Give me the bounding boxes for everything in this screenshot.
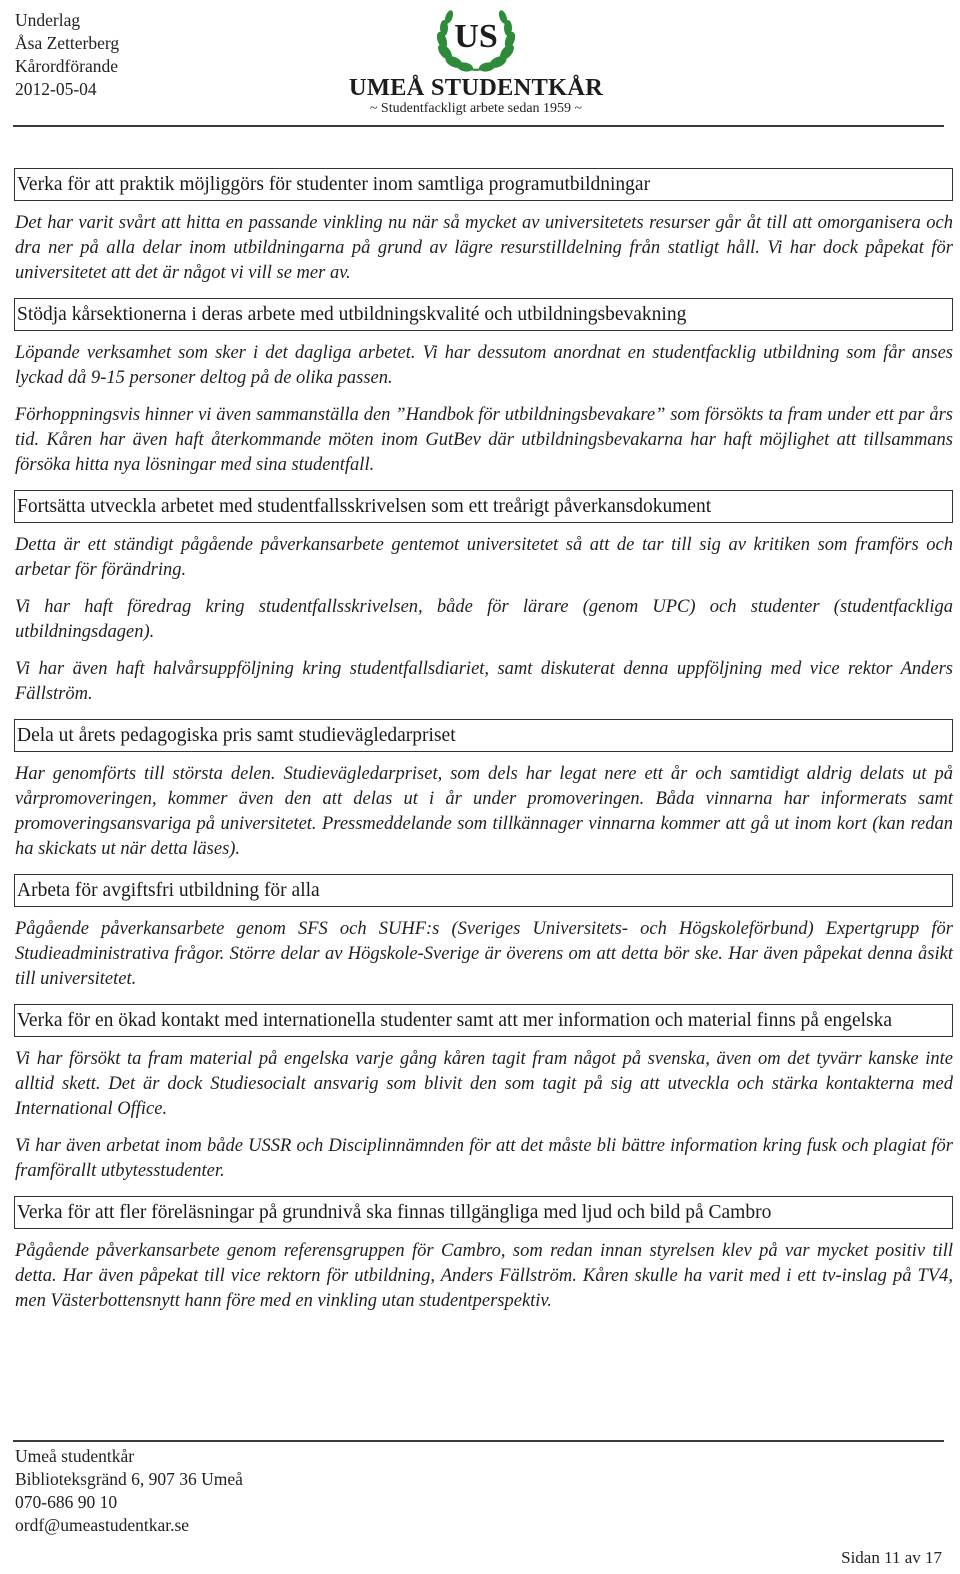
goal-heading-box: Arbeta för avgiftsfri utbildning för alla — [14, 874, 953, 907]
report-paragraph: Vi har haft föredrag kring studentfallsskrivelsen, både för lärare (genom UPC) och studenter (studentfackliga utbildningsdagen). — [15, 597, 953, 642]
report-paragraph: Vi har försökt ta fram material på engelska varje gång kåren tagit fram något på svenska, även om det tyvärr kanske inte alltid skett. Det är dock Studiesocialt ansvarig som blivit den som tagit på sig att utveckla och stärka kontakterna med International Office. — [15, 1049, 953, 1119]
footer-email: ordf@umeastudentkar.se — [15, 1515, 190, 1535]
report-paragraph: Har genomförts till största delen. Studievägledarpriset, som dels har legat nere ett år och samtidigt aldrig delats ut på vårpromoveringen, kommer även den att delas ut i år under promoveringen. Båda vinnarna har informerats samt promoveringsansvariga på universitetet. Pressmeddelande som tillkännager vinnarna kommer att gå ut inom kort (kan redan ha skickats ut när detta läses). — [15, 764, 953, 859]
logo-tagline: ~ Studentfackligt arbete sedan 1959 ~ — [369, 101, 583, 116]
report-paragraph: Vi har även haft halvårsuppföljning kring studentfallsdiariet, samt diskuterat denna uppföljning med vice rektor Anders Fällström. — [15, 659, 953, 704]
header-divider — [13, 125, 944, 127]
logo-emblem-text: US — [454, 18, 498, 55]
footer-divider — [13, 1440, 944, 1442]
logo-organization-name: UMEÅ STUDENTKÅR — [348, 74, 604, 101]
page-number: Sidan 11 av 17 — [841, 1548, 942, 1567]
footer-address-line: 070-686 90 10 — [15, 1492, 118, 1512]
header-meta-line: Underlag — [15, 10, 81, 30]
footer-address — [15, 1445, 243, 1537]
goal-heading-box: Fortsätta utveckla arbetet med studentfallsskrivelsen som ett treårigt påverkansdokument — [14, 490, 953, 523]
report-paragraph: Pågående påverkansarbete genom referensgruppen för Cambro, som redan innan styrelsen klev på var mycket positiv till detta. Har även påpekat till vice rektorn för utbildning, Anders Fällström. Kåren skulle ha varit med i ett tv-inslag på TV4, men Västerbottensnytt hann före med en vinkling utan studentperspektiv. — [15, 1241, 953, 1311]
header-meta-line: 2012-05-04 — [15, 79, 97, 99]
goal-heading-box: Verka för en ökad kontakt med internationella studenter samt att mer information och material finns på engelska — [14, 1004, 953, 1037]
report-paragraph: Vi har även arbetat inom både USSR och Disciplinnämnden för att det måste bli bättre information kring fusk och plagiat för framförallt utbytesstudenter. — [15, 1136, 953, 1181]
header-meta-line: Kårordförande — [15, 56, 119, 76]
goal-heading-box: Verka för att fler föreläsningar på grundnivå ska finnas tillgängliga med ljud och bild på Cambro — [14, 1196, 953, 1229]
report-paragraph: Löpande verksamhet som sker i det dagliga arbetet. Vi har dessutom anordnat en studentfacklig utbildning som får anses lyckad då 9-15 personer deltog på de olika passen. — [15, 343, 953, 388]
header-meta-line: Åsa Zetterberg — [15, 33, 120, 53]
footer-address-line: Biblioteksgränd 6, 907 36 Umeå — [15, 1469, 243, 1489]
goal-heading-box: Verka för att praktik möjliggörs för studenter inom samtliga programutbildningar — [14, 168, 953, 201]
report-paragraph: Pågående påverkansarbete genom SFS och SUHF:s (Sveriges Universitets- och Högskoleförbund) Expertgrupp för Studieadministrativa frågor. Större delar av Högskole-Sverige är överens om att detta bör ske. Har även påpekat denna åsikt till universitetet. — [15, 919, 953, 989]
report-paragraph: Förhoppningsvis hinner vi även sammanställa den ”Handbok för utbildningsbevakare” som försökts ta fram under ett par års tid. Kåren har även haft återkommande möten inom GutBev där utbildningsbevakarna har haft möjlighet att tillsammans försöka hitta nya lösningar med sina studentfall. — [15, 405, 953, 475]
document-body — [14, 168, 953, 1326]
goal-heading-box: Dela ut årets pedagogiska pris samt studievägledarpriset — [14, 719, 953, 752]
report-paragraph: Detta är ett ständigt pågående påverkansarbete gentemot universitetet så att de tar till sig av kritiken som framförs och arbetar för förändring. — [15, 535, 953, 580]
report-paragraph: Det har varit svårt att hitta en passande vinkling nu när så mycket av universitetets resurser går åt till att omorganisera och dra ner på alla delar inom utbildningarna på grund av lägre resurstilldelning från statligt håll. Vi har dock påpekat för universitetet att det är något vi vill se mer av. — [15, 213, 953, 283]
footer-address-line: Umeå studentkår — [15, 1446, 135, 1466]
header-meta — [15, 9, 119, 101]
goal-heading-box: Stödja kårsektionerna i deras arbete med utbildningskvalité och utbildningsbevakning — [14, 298, 953, 331]
umea-studentkar-logo — [348, 2, 604, 120]
laurel-wreath-us-emblem-icon — [348, 2, 604, 74]
